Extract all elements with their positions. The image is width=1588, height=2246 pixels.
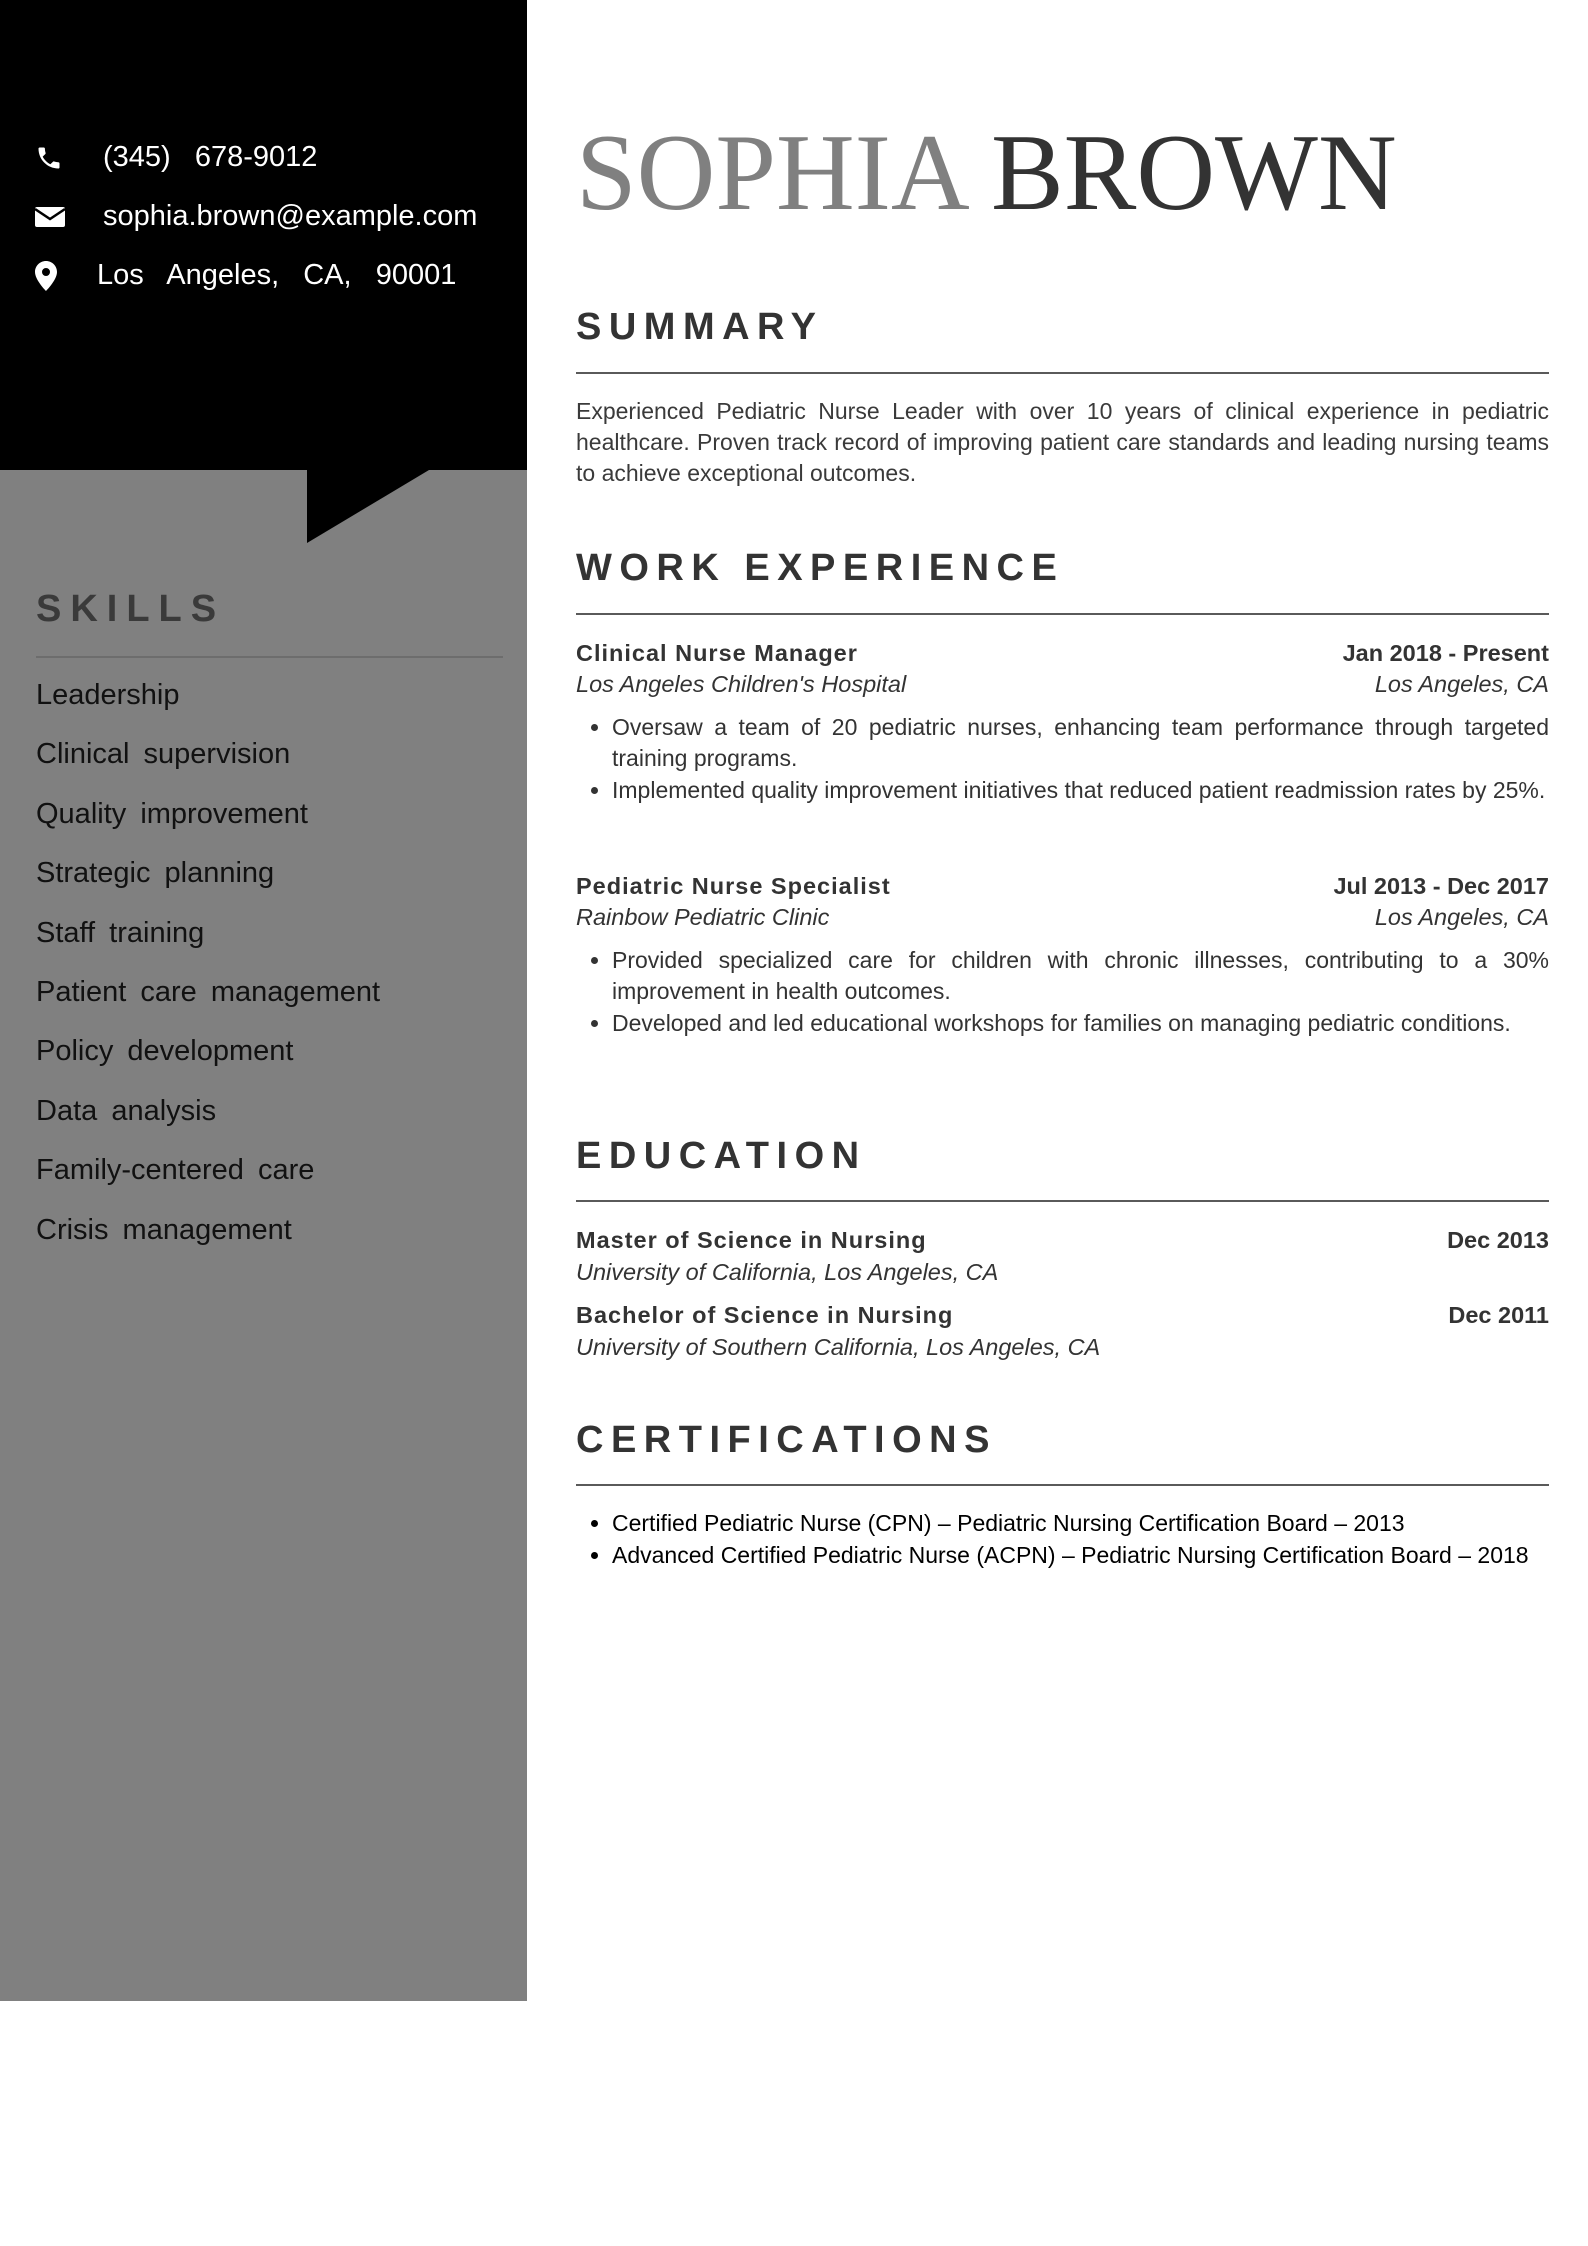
summary-divider: [576, 372, 1549, 374]
job-bullet: • Implemented quality improvement initiatives that reduced patient readmission rates by 25%.: [612, 775, 1549, 806]
job-employer: Rainbow Pediatric Clinic: [576, 904, 830, 930]
skill-item: Staff training: [36, 916, 205, 949]
contact-phone: [35, 141, 317, 174]
skill-item: Data analysis: [36, 1094, 217, 1127]
certifications-list: [576, 1508, 1536, 1572]
skill-item: Strategic planning: [36, 857, 275, 890]
sidebar: [0, 0, 527, 2001]
skill-item: Quality improvement: [36, 797, 308, 830]
education-school-row: [576, 1259, 1549, 1286]
job-employer: Los Angeles Children's Hospital: [576, 671, 907, 697]
experience-divider: [576, 613, 1549, 615]
summary-text: Experienced Pediatric Nurse Leader with over 10 years of clinical experience in pediatric healthcare. Proven track record of improving patient care standards and leading nursing teams to achieve exceptional outcomes.: [576, 398, 1549, 486]
job-dates: Jan 2018 - Present: [1342, 640, 1549, 666]
skills-list: [36, 672, 380, 1266]
job-title: Clinical Nurse Manager: [576, 640, 858, 666]
contact-block: [0, 0, 527, 470]
skills-divider: [36, 656, 503, 658]
skill-item: Clinical supervision: [36, 738, 291, 771]
skill-item: Crisis management: [36, 1213, 292, 1246]
experience-title: WORK EXPERIENCE: [576, 547, 1065, 589]
job-location: Los Angeles, CA: [1374, 671, 1549, 697]
contact-location: [35, 259, 456, 292]
skill-item: Patient care management: [36, 975, 381, 1008]
education-title: EDUCATION: [576, 1135, 867, 1177]
job-location: Los Angeles, CA: [1374, 904, 1549, 930]
job-subheader: [576, 671, 1549, 698]
education-school-row: [576, 1334, 1549, 1361]
education-header: [576, 1302, 1549, 1329]
first-name: SOPHIA: [576, 112, 964, 233]
skill-item: Policy development: [36, 1035, 294, 1068]
education-degree: Master of Science in Nursing: [576, 1227, 927, 1253]
phone-icon: [35, 142, 67, 174]
job-title: Pediatric Nurse Specialist: [576, 873, 891, 899]
certification-item: • Advanced Certified Pediatric Nurse (ACPN) – Pediatric Nursing Certification Board – 2018: [612, 1540, 1536, 1571]
skills-title: SKILLS: [36, 588, 226, 630]
certifications-title: CERTIFICATIONS: [576, 1419, 997, 1461]
job-bullet: • Provided specialized care for children with chronic illnesses, contributing to a 30% improvement in health outcomes.: [612, 945, 1549, 1007]
education-divider: [576, 1200, 1549, 1202]
location-text: Los Angeles, CA, 90001: [97, 259, 457, 291]
envelope-icon: [35, 201, 67, 233]
certification-item: • Certified Pediatric Nurse (CPN) – Pediatric Nursing Certification Board – 2013: [612, 1508, 1536, 1539]
email-text: sophia.brown@example.com: [103, 200, 478, 232]
map-pin-icon: [35, 260, 67, 292]
phone-text: (345) 678-9012: [103, 141, 318, 173]
job-bullets: [576, 712, 1549, 807]
education-date: Dec 2013: [1447, 1227, 1549, 1253]
job-header: [576, 640, 1549, 667]
education-school: University of Southern California, Los Angeles, CA: [576, 1334, 1101, 1360]
contact-notch: [307, 470, 429, 543]
summary-title: SUMMARY: [576, 306, 824, 348]
education-degree: Bachelor of Science in Nursing: [576, 1302, 954, 1328]
candidate-name: [576, 108, 1397, 239]
job-bullet: • Developed and led educational workshops for families on managing pediatric conditions.: [612, 1008, 1549, 1039]
contact-email: [35, 200, 477, 233]
job-bullet: • Oversaw a team of 20 pediatric nurses, enhancing team performance through targeted training programs.: [612, 712, 1549, 774]
education-school: University of California, Los Angeles, CA: [576, 1259, 999, 1285]
job-subheader: [576, 904, 1549, 931]
education-date: Dec 2011: [1448, 1302, 1549, 1328]
job-dates: Jul 2013 - Dec 2017: [1333, 873, 1549, 899]
last-name: BROWN: [990, 112, 1397, 233]
certifications-divider: [576, 1484, 1549, 1486]
job-header: [576, 873, 1549, 900]
job-bullets: [576, 945, 1549, 1040]
skill-item: Leadership: [36, 679, 180, 711]
education-header: [576, 1227, 1549, 1254]
skill-item: Family-centered care: [36, 1154, 315, 1187]
